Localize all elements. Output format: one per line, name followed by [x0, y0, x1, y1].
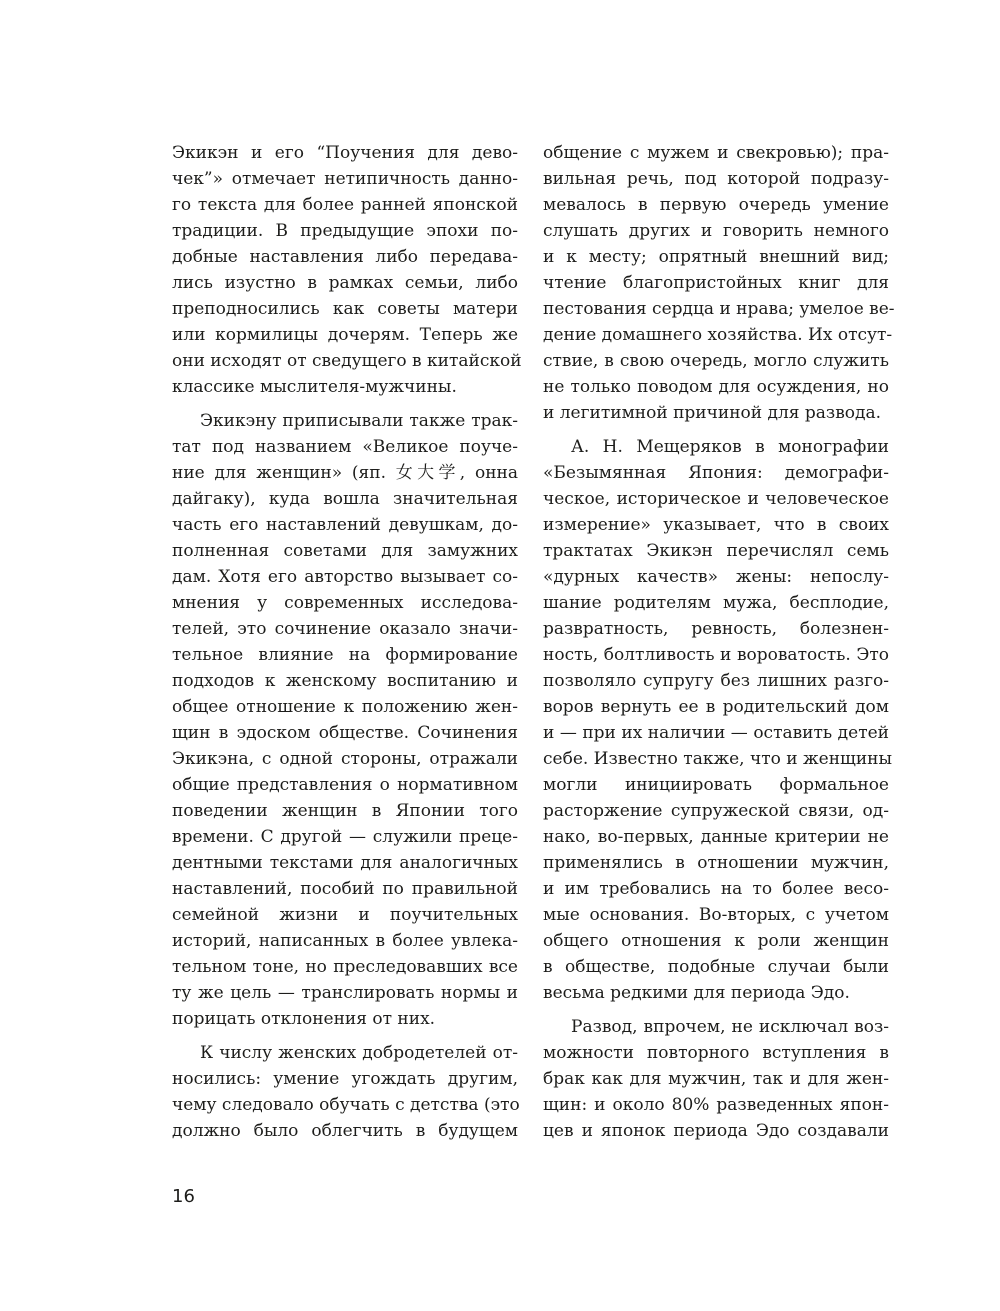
- text-line: чему следовало обучать с детства (это: [172, 1095, 520, 1115]
- text-line: расторжение супружеской связи, од-: [543, 801, 889, 821]
- text-line: или кормилицы дочерям. Теперь же: [172, 325, 518, 345]
- text-line: щин в эдоском обществе. Сочинения: [172, 723, 518, 743]
- text-line: должно было облегчить в будущем: [172, 1121, 518, 1141]
- text-line: лись изустно в рамках семьи, либо: [172, 273, 518, 293]
- text-line: вильная речь, под которой подразу-: [543, 169, 889, 189]
- text-line: наставлений, пособий по правильной: [172, 879, 518, 899]
- text-line: общего отношения к роли женщин: [543, 931, 889, 951]
- text-line: полненная советами для замужних: [172, 541, 518, 561]
- text-line: позволяло супругу без лишних разго-: [543, 671, 889, 691]
- text-line: «Безымянная Япония: демографи-: [543, 463, 889, 483]
- text-line: пестования сердца и нрава; умелое ве-: [543, 299, 895, 319]
- text-line: ность, болтливость и вороватость. Это: [543, 645, 889, 665]
- text-line: ту же цель — транслировать нормы и: [172, 983, 518, 1003]
- text-line: семейной жизни и поучительных: [172, 905, 518, 925]
- text-line: развратность, ревность, болезнен-: [543, 619, 889, 639]
- text-line: трактатах Экикэн перечислял семь: [543, 541, 889, 561]
- text-line: ствие, в свою очередь, могло служить: [543, 351, 889, 371]
- text-line: измерение» указывает, что в своих: [543, 515, 889, 535]
- text-line: го текста для более ранней японской: [172, 195, 518, 215]
- text-line: преподносились как советы матери: [172, 299, 518, 319]
- text-line: себе. Известно также, что и женщины: [543, 749, 893, 769]
- text-line: носились: умение угождать другим,: [172, 1069, 518, 1089]
- text-line: и к месту; опрятный внешний вид;: [543, 247, 889, 267]
- text-line: шание родителям мужа, бесплодие,: [543, 593, 889, 613]
- text-line: весьма редкими для периода Эдо.: [543, 983, 850, 1003]
- text-line: тат под названием «Великое поуче-: [172, 437, 518, 457]
- text-line: и легитимной причиной для развода.: [543, 403, 881, 423]
- text-line: дайгаку), куда вошла значительная: [172, 489, 518, 509]
- text-line: они исходят от сведущего в китайской: [172, 351, 522, 371]
- text-column-right: [543, 140, 895, 1144]
- text-line: общее отношение к положению жен-: [172, 697, 518, 717]
- text-line: нако, во-первых, данные критерии не: [543, 827, 889, 847]
- text-line: А. Н. Мещеряков в монографии: [571, 437, 889, 457]
- text-line: и им требовались на то более весо-: [543, 879, 889, 899]
- text-line: ние для женщин» (яп. 女大学, онна: [172, 463, 518, 483]
- text-line: дам. Хотя его авторство вызывает со-: [172, 567, 518, 587]
- text-line: Экикэна, с одной стороны, отражали: [172, 749, 518, 769]
- page-number: 16: [172, 1186, 195, 1207]
- text-line: тельном тоне, но преследовавших все: [172, 957, 518, 977]
- text-line: слушать других и говорить немного: [543, 221, 889, 241]
- text-line: поведении женщин в Японии того: [172, 801, 518, 821]
- text-line: мые основания. Во-вторых, с учетом: [543, 905, 889, 925]
- text-line: общение с мужем и свекровью); пра-: [543, 143, 889, 163]
- text-line: традиции. В предыдущие эпохи по-: [172, 221, 518, 241]
- text-line: чтение благопристойных книг для: [543, 273, 889, 293]
- text-line: дение домашнего хозяйства. Их отсут-: [543, 325, 893, 345]
- text-line: в обществе, подобные случаи были: [543, 957, 889, 977]
- text-line: дентными текстами для аналогичных: [172, 853, 518, 873]
- text-line: времени. С другой — служили преце-: [172, 827, 518, 847]
- text-line: можности повторного вступления в: [543, 1043, 889, 1063]
- text-line: классике мыслителя-мужчины.: [172, 377, 457, 397]
- text-line: брак как для мужчин, так и для жен-: [543, 1069, 889, 1089]
- text-line: Экикэну приписывали также трак-: [200, 411, 518, 431]
- text-line: ческое, историческое и человеческое: [543, 489, 889, 509]
- text-line: мевалось в первую очередь умение: [543, 195, 889, 215]
- text-line: телей, это сочинение оказало значи-: [172, 619, 518, 639]
- text-line: и — при их наличии — оставить детей: [543, 723, 889, 743]
- text-column-left: [172, 140, 522, 1144]
- text-line: К числу женских добродетелей от-: [200, 1043, 518, 1063]
- text-line: общие представления о нормативном: [172, 775, 518, 795]
- text-line: порицать отклонения от них.: [172, 1009, 436, 1029]
- text-line: подходов к женскому воспитанию и: [172, 671, 518, 691]
- text-line: цев и японок периода Эдо создавали: [543, 1121, 889, 1141]
- text-line: щин: и около 80% разведенных япон-: [543, 1095, 889, 1115]
- text-line: мнения у современных исследова-: [172, 593, 518, 613]
- text-line: не только поводом для осуждения, но: [543, 377, 889, 397]
- text-line: чек”» отмечает нетипичность данно-: [172, 169, 518, 189]
- text-line: часть его наставлений девушкам, до-: [172, 515, 518, 535]
- text-line: добные наставления либо передава-: [172, 247, 518, 267]
- text-line: применялись в отношении мужчин,: [543, 853, 889, 873]
- text-line: «дурных качеств» жены: непослу-: [543, 567, 889, 587]
- text-line: Экикэн и его “Поучения для дево-: [172, 143, 518, 163]
- text-line: Развод, впрочем, не исключал воз-: [571, 1017, 889, 1037]
- text-line: воров вернуть ее в родительский дом: [543, 697, 889, 717]
- text-line: тельное влияние на формирование: [172, 645, 518, 665]
- text-line: историй, написанных в более увлека-: [172, 931, 518, 951]
- text-line: могли инициировать формальное: [543, 775, 889, 795]
